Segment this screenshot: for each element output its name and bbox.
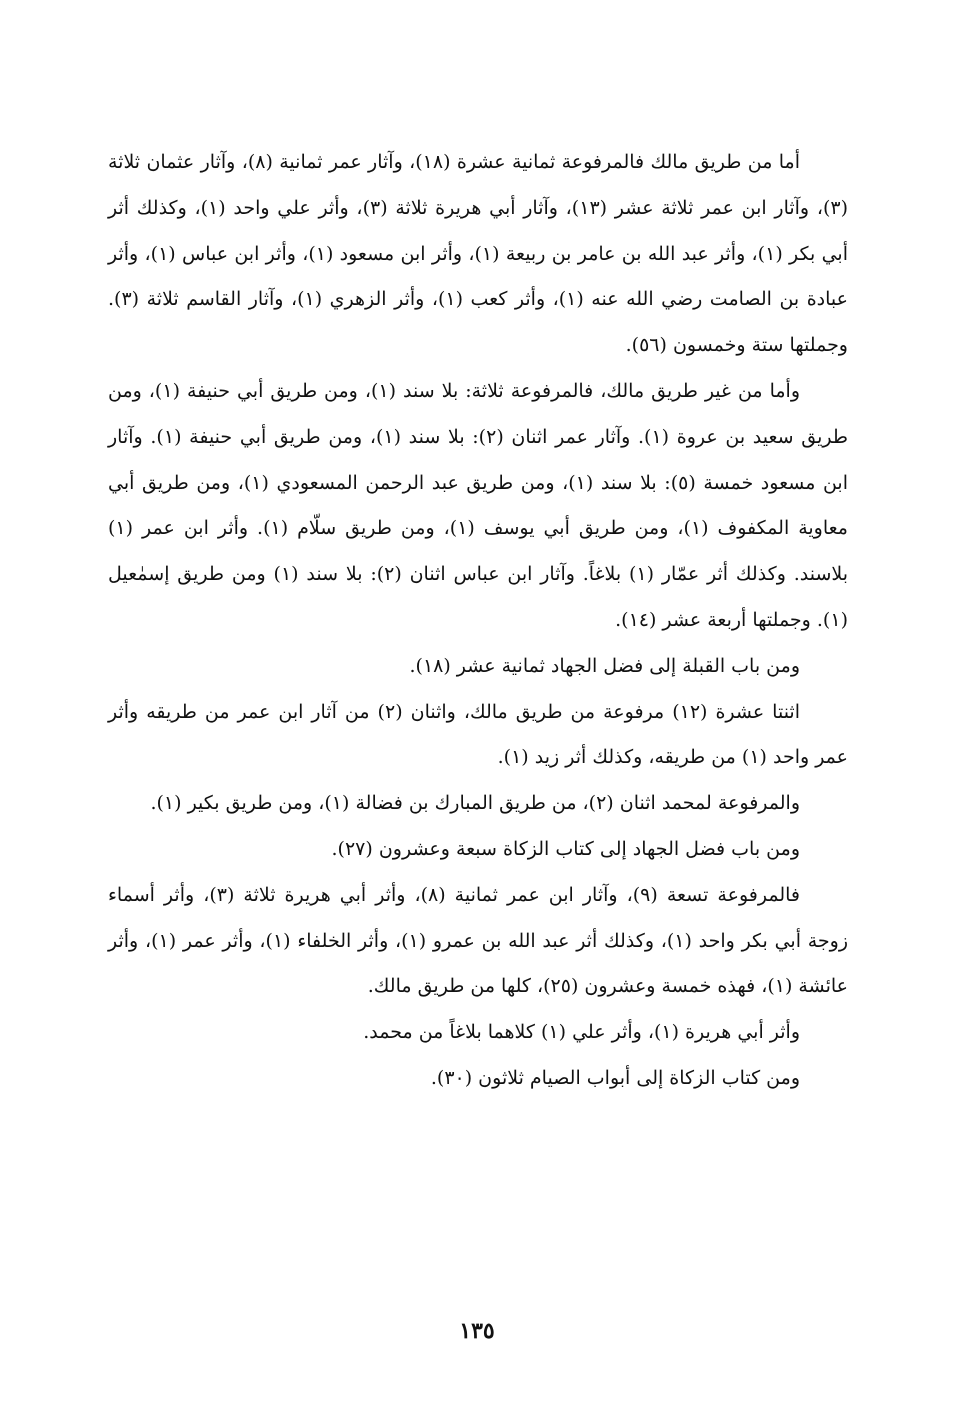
paragraph-zakat-to-fasting: ومن كتاب الزكاة إلى أبواب الصيام ثلاثون (٣٠).: [430, 1066, 800, 1089]
body-text: [108, 140, 848, 1102]
paragraph-qibla-to-jihad: ومن باب القبلة إلى فضل الجهاد ثمانية عشر (١٨).: [409, 654, 800, 677]
page-number: ١٣٥: [459, 1318, 495, 1344]
paragraph-jihad-to-zakat: ومن باب فضل الجهاد إلى كتاب الزكاة سبعة وعشرون (٢٧).: [331, 837, 800, 860]
paragraph-muhammad-marfu: والمرفوعة لمحمد اثنان (٢)، من طريق المبارك بن فضالة (١)، ومن طريق بكير (١).: [150, 792, 800, 815]
paragraph-malik-narrations: أما من طريق مالك فالمرفوعة ثمانية عشرة (١٨)، وآثار عمر ثمانية (٨)، وآثار عثمان ثلاثة (٣)، وآثار ابن عمر ثلاثة عشر (١٣)، وآثار أبي هريرة ثلاثة (٣)، وأثر علي واحد (١)، وكذلك أثر أبي بكر (١)، وأثر عبد الله بن عامر بن ربيعة (١)، وأثر ابن مسعود (١)، وأثر ابن عباس (١)، وأثر عبادة بن الصامت رضي الله عنه (١)، وأثر كعب (١)، وأثر الزهري (١)، وآثار القاسم ثلاثة (٣). وجملتها ستة وخمسون (٥٦).: [108, 151, 849, 357]
paragraph-nine-marfu: فالمرفوعة تسعة (٩)، وآثار ابن عمر ثمانية (٨)، وأثر أبي هريرة ثلاثة (٣)، وأثر أسماء زوجة أبي بكر واحد (١)، وكذلك أثر عبد الله بن عمرو (١)، وأثر الخلفاء (١)، وأثر عمر (١)، وأثر عائشة (١)، فهذه خمسة وعشرون (٢٥)، كلها من طريق مالك.: [108, 883, 848, 998]
paragraph-abu-hurayra-ali: وأثر أبي هريرة (١)، وأثر علي (١) كلاهما بلاغاً من محمد.: [363, 1021, 800, 1044]
paragraph-twelve-marfu: اثنتا عشرة (١٢) مرفوعة من طريق مالك، واثنان (٢) من آثار ابن عمر من طريقه وأثر عمر واحد (١) من طريقه، وكذلك أثر زيد (١).: [108, 700, 848, 769]
paragraph-non-malik-narrations: وأما من غير طريق مالك، فالمرفوعة ثلاثة: بلا سند (١)، ومن طريق أبي حنيفة (١)، ومن طريق سعيد بن عروة (١). وآثار عمر اثنان (٢): بلا سند (١)، ومن طريق أبي حنيفة (١). وآثار ابن مسعود خمسة (٥): بلا سند (١)، ومن طريق عبد الرحمن المسعودي (١)، ومن طريق أبي معاوية المكفوف (١)، ومن طريق أبي يوسف (١)، ومن طريق سلّام (١). وأثر ابن عمر (١) بلاسند. وكذلك أثر عمّار (١) بلاغاً. وآثار ابن عباس اثنان (٢): بلا سند (١) ومن طريق إسمٰعيل (١). وجملتها أربعة عشر (١٤).: [108, 379, 849, 631]
